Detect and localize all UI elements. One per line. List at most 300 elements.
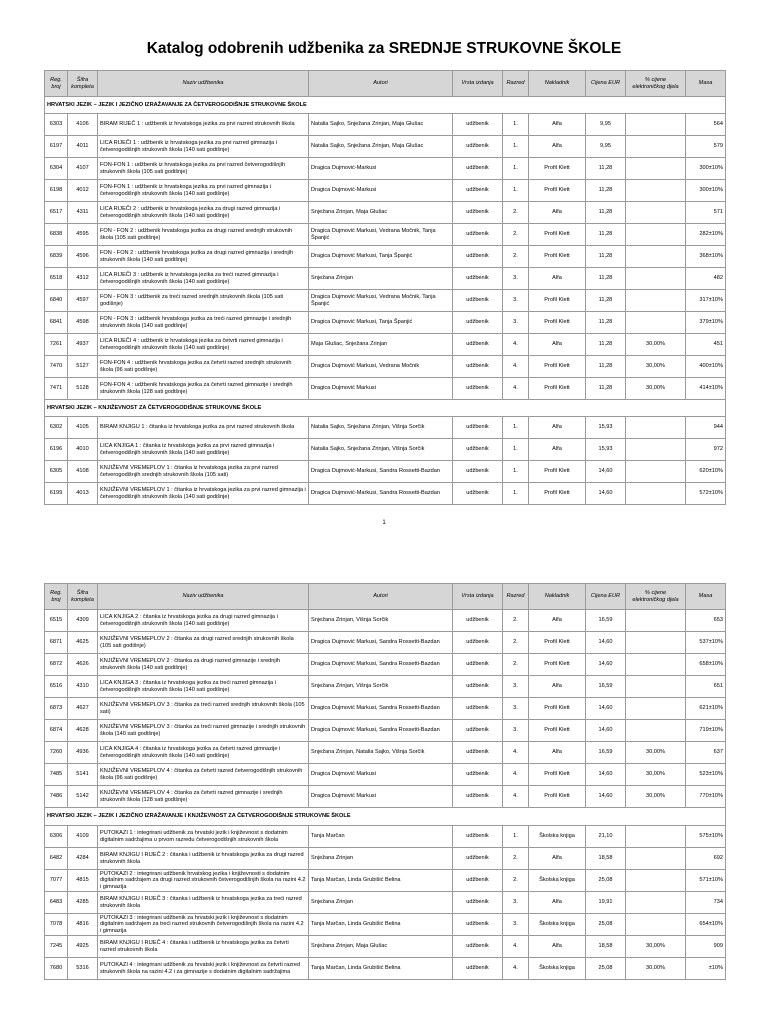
cell-postotak: [626, 654, 686, 676]
cell-reg: 6874: [45, 720, 68, 742]
cell-postotak: 30,00%: [626, 378, 686, 400]
cell-masa: 300±10%: [686, 180, 726, 202]
cell-vrsta: udžbenik: [453, 356, 503, 378]
cell-cijena: 16,59: [586, 676, 626, 698]
cell-cijena: 25,08: [586, 958, 626, 980]
cell-naziv: LICA KNJIGA 2 : čitanka iz hrvatskoga jezika za drugi razred gimnazija i četverogodišnjih strukovnih škola (140 sati godišnje): [98, 610, 309, 632]
cell-reg: 7680: [45, 958, 68, 980]
cell-razred: 3.: [503, 914, 529, 936]
cell-razred: 3.: [503, 312, 529, 334]
cell-cijena: 14,60: [586, 698, 626, 720]
cell-vrsta: udžbenik: [453, 870, 503, 892]
cell-naziv: LICA RIJEČI 2 : udžbenik iz hrvatskoga jezika za drugi razred gimnazija i četverogodišnjih strukovnih škola (140 sati godišnje): [98, 202, 309, 224]
cell-nakladnik: Alfa: [529, 202, 586, 224]
cell-sifra: 4310: [68, 676, 98, 698]
cell-autori: Dragica Dujmović-Markusi, Sandra Rossetti-Bazdan: [309, 461, 453, 483]
cell-nakladnik: Profil Klett: [529, 698, 586, 720]
cell-reg: 7078: [45, 914, 68, 936]
cell-razred: 1.: [503, 136, 529, 158]
table-row: [45, 826, 726, 848]
table-row: [45, 483, 726, 505]
cell-autori: Dragica Dujmović Markusi: [309, 786, 453, 808]
cell-naziv: FON-FON 1 : udžbenik iz hrvatskoga jezika za prvi razred gimnazija i četverogodišnjih strukovnih škola (140 sati godišnje): [98, 180, 309, 202]
header-sifra: Šifra kompleta: [68, 584, 98, 610]
header-naziv: Naziv udžbenika: [98, 584, 309, 610]
cell-sifra: 4108: [68, 461, 98, 483]
section-title: HRVATSKI JEZIK – JEZIK I JEZIČNO IZRAŽAVANJE ZA ČETVEROGODIŠNJE STRUKOVNE ŠKOLE: [45, 97, 726, 114]
cell-nakladnik: Profil Klett: [529, 180, 586, 202]
cell-reg: 6839: [45, 246, 68, 268]
cell-sifra: 4311: [68, 202, 98, 224]
cell-autori: Tanja Marčan, Linda Grubišić Belina: [309, 958, 453, 980]
cell-nakladnik: Profil Klett: [529, 312, 586, 334]
cell-razred: 4.: [503, 378, 529, 400]
cell-naziv: KNJIŽEVNI VREMEPLOV 2 : čitanka za drugi razred gimnazije i srednjih strukovnih škola (140 sati godišnje): [98, 654, 309, 676]
cell-razred: 3.: [503, 290, 529, 312]
table-header-row: [45, 584, 726, 610]
table-row: [45, 290, 726, 312]
cell-autori: Dragica Dujmović Markusi, Tanja Španjić: [309, 312, 453, 334]
cell-vrsta: udžbenik: [453, 914, 503, 936]
cell-masa: 414±10%: [686, 378, 726, 400]
cell-autori: Dragica Dujmović Markusi, Vedrana Močnik, Tanja Španjić: [309, 224, 453, 246]
cell-nakladnik: Profil Klett: [529, 720, 586, 742]
cell-cijena: 18,58: [586, 936, 626, 958]
cell-postotak: 30,00%: [626, 958, 686, 980]
cell-cijena: 14,60: [586, 632, 626, 654]
cell-sifra: 4925: [68, 936, 98, 958]
cell-masa: 564: [686, 114, 726, 136]
cell-cijena: 11,28: [586, 224, 626, 246]
header-razred: Razred: [503, 71, 529, 97]
cell-postotak: 30,00%: [626, 334, 686, 356]
cell-postotak: [626, 224, 686, 246]
cell-reg: 6873: [45, 698, 68, 720]
cell-masa: 653: [686, 610, 726, 632]
cell-reg: 6838: [45, 224, 68, 246]
cell-cijena: 9,95: [586, 114, 626, 136]
cell-cijena: 25,08: [586, 914, 626, 936]
header-postotak: % cijene elektroničkog djela: [626, 71, 686, 97]
cell-naziv: FON - FON 2 : udžbenik hrvatskoga jezika za drugi razred gimnazija i srednjih strukovnih škola (140 sati godišnje): [98, 246, 309, 268]
table-row: [45, 417, 726, 439]
cell-postotak: [626, 914, 686, 936]
cell-razred: 4.: [503, 334, 529, 356]
cell-masa: 620±10%: [686, 461, 726, 483]
cell-masa: 658±10%: [686, 654, 726, 676]
header-vrsta: Vrsta izdanja: [453, 584, 503, 610]
table-row: [45, 158, 726, 180]
cell-nakladnik: Školska knjiga: [529, 958, 586, 980]
cell-naziv: KNJIŽEVNI VREMEPLOV 3 : čitanka za treći razred srednjih strukovnih škola (105 sati): [98, 698, 309, 720]
cell-nakladnik: Profil Klett: [529, 246, 586, 268]
table-header-row: [45, 71, 726, 97]
cell-naziv: PUTOKAZI 2 : integrirani udžbenik hrvatskog jezika i književnosti s dodatnim digitalnim sadržajem za drugi razred strukovnih četverogodišnjih škola na razini 4.2 i gimnazija: [98, 870, 309, 892]
cell-postotak: [626, 676, 686, 698]
cell-masa: ±10%: [686, 958, 726, 980]
cell-razred: 1.: [503, 439, 529, 461]
cell-naziv: FON-FON 4 : udžbenik hrvatskoga jezika za četvrti razred gimnazije i srednjih strukovnih škola (128 sati godišnje): [98, 378, 309, 400]
header-reg: Reg. broj: [45, 71, 68, 97]
cell-sifra: 5142: [68, 786, 98, 808]
cell-autori: Tanja Marčan, Linda Grubišić Belina: [309, 870, 453, 892]
cell-cijena: 14,60: [586, 461, 626, 483]
cell-sifra: 4312: [68, 268, 98, 290]
cell-masa: 621±10%: [686, 698, 726, 720]
cell-razred: 4.: [503, 936, 529, 958]
table-row: [45, 764, 726, 786]
cell-naziv: LICA RIJEČI 3 : udžbenik iz hrvatskoga jezika za treći razred gimnazija i četverogodišnjih strukovnih škola (140 sati godišnje): [98, 268, 309, 290]
cell-nakladnik: Profil Klett: [529, 786, 586, 808]
cell-autori: Snježana Zrinjan: [309, 848, 453, 870]
cell-sifra: 4596: [68, 246, 98, 268]
cell-postotak: [626, 158, 686, 180]
cell-autori: Snježana Zrinjan, Maja Glušac: [309, 936, 453, 958]
cell-naziv: FON-FON 4 : udžbenik hrvatskoga jezika za četvrti razred srednjih strukovnih škola (96 sati godišnje): [98, 356, 309, 378]
cell-autori: Natalia Sajko, Snježana Zrinjan, Višnja Sorčik: [309, 417, 453, 439]
cell-sifra: 4109: [68, 826, 98, 848]
cell-vrsta: udžbenik: [453, 290, 503, 312]
cell-vrsta: udžbenik: [453, 224, 503, 246]
cell-naziv: KNJIŽEVNI VREMEPLOV 4 : čitanka za četvrti razred gimnazije i srednjih strukovnih škola (128 sati godišnje): [98, 786, 309, 808]
cell-nakladnik: Školska knjiga: [529, 870, 586, 892]
cell-nakladnik: Profil Klett: [529, 356, 586, 378]
table-row: [45, 958, 726, 980]
cell-vrsta: udžbenik: [453, 632, 503, 654]
cell-nakladnik: Alfa: [529, 848, 586, 870]
cell-naziv: BIRAM KNJIGU I RIJEČ 2 : čitanka i udžbenik iz hrvatskoga jezika za drugi razred strukovnih škola: [98, 848, 309, 870]
cell-nakladnik: Alfa: [529, 742, 586, 764]
cell-cijena: 14,60: [586, 764, 626, 786]
table-row: [45, 786, 726, 808]
cell-naziv: KNJIŽEVNI VREMEPLOV 2 : čitanka za drugi razred srednjih strukovnih škola (105 sati godišnje): [98, 632, 309, 654]
cell-sifra: 4628: [68, 720, 98, 742]
cell-autori: Dragica Dujmović-Markusi, Sandra Rossetti-Bazdan: [309, 483, 453, 505]
cell-sifra: 4284: [68, 848, 98, 870]
cell-reg: 7245: [45, 936, 68, 958]
cell-masa: 523±10%: [686, 764, 726, 786]
cell-postotak: [626, 136, 686, 158]
cell-vrsta: udžbenik: [453, 461, 503, 483]
cell-postotak: [626, 892, 686, 914]
table-row: [45, 268, 726, 290]
cell-reg: 7486: [45, 786, 68, 808]
cell-cijena: 11,28: [586, 378, 626, 400]
cell-reg: 6841: [45, 312, 68, 334]
table-row: [45, 848, 726, 870]
table-row: [45, 698, 726, 720]
cell-razred: 4.: [503, 958, 529, 980]
cell-cijena: 16,59: [586, 610, 626, 632]
cell-vrsta: udžbenik: [453, 268, 503, 290]
cell-autori: Dragica Dujmović-Markusi: [309, 180, 453, 202]
cell-cijena: 14,60: [586, 483, 626, 505]
cell-nakladnik: Profil Klett: [529, 224, 586, 246]
cell-cijena: 14,60: [586, 654, 626, 676]
table-row: [45, 114, 726, 136]
cell-cijena: 11,28: [586, 268, 626, 290]
cell-autori: Dragica Dujmović Markusi, Sandra Rossetti-Bazdan: [309, 654, 453, 676]
cell-masa: 282±10%: [686, 224, 726, 246]
cell-razred: 2.: [503, 848, 529, 870]
cell-sifra: 4107: [68, 158, 98, 180]
cell-razred: 3.: [503, 698, 529, 720]
cell-nakladnik: Profil Klett: [529, 483, 586, 505]
section-row: [45, 400, 726, 417]
cell-autori: Tanja Marčan, Linda Grubišić Belina: [309, 914, 453, 936]
cell-razred: 3.: [503, 268, 529, 290]
cell-naziv: BIRAM KNJIGU 1 : čitanka iz hrvatskoga jezika za prvi razred strukovnih škola: [98, 417, 309, 439]
cell-naziv: PUTOKAZI 1 : integrirani udžbenik za hrvatski jezik i književnost s dodatnim digitalnim sadržajima u prvom razredu četverogodišnjih strukovnih škola: [98, 826, 309, 848]
cell-masa: 482: [686, 268, 726, 290]
cell-reg: 6303: [45, 114, 68, 136]
cell-vrsta: udžbenik: [453, 826, 503, 848]
cell-autori: Natalia Sajko, Snježana Zrinjan, Maja Glušac: [309, 136, 453, 158]
cell-autori: Dragica Dujmović Markusi, Tanja Španjić: [309, 246, 453, 268]
cell-postotak: [626, 826, 686, 848]
cell-reg: 6872: [45, 654, 68, 676]
cell-razred: 1.: [503, 826, 529, 848]
header-naziv: Naziv udžbenika: [98, 71, 309, 97]
cell-razred: 2.: [503, 246, 529, 268]
cell-razred: 2.: [503, 202, 529, 224]
section-row: [45, 97, 726, 114]
cell-vrsta: udžbenik: [453, 439, 503, 461]
cell-autori: Snježana Zrinjan, Maja Glušac: [309, 202, 453, 224]
cell-postotak: [626, 461, 686, 483]
table-row: [45, 224, 726, 246]
cell-sifra: 4010: [68, 439, 98, 461]
cell-vrsta: udžbenik: [453, 378, 503, 400]
cell-cijena: 15,93: [586, 439, 626, 461]
cell-razred: 3.: [503, 676, 529, 698]
cell-vrsta: udžbenik: [453, 936, 503, 958]
cell-reg: 6199: [45, 483, 68, 505]
cell-vrsta: udžbenik: [453, 958, 503, 980]
cell-sifra: 5316: [68, 958, 98, 980]
cell-cijena: 11,28: [586, 246, 626, 268]
cell-razred: 2.: [503, 870, 529, 892]
cell-vrsta: udžbenik: [453, 417, 503, 439]
cell-postotak: [626, 114, 686, 136]
cell-postotak: [626, 632, 686, 654]
cell-razred: 1.: [503, 417, 529, 439]
cell-sifra: 4285: [68, 892, 98, 914]
cell-nakladnik: Profil Klett: [529, 158, 586, 180]
cell-cijena: 15,93: [586, 417, 626, 439]
cell-autori: Snježana Zrinjan: [309, 268, 453, 290]
cell-sifra: 4815: [68, 870, 98, 892]
cell-masa: 571±10%: [686, 870, 726, 892]
cell-masa: 572±10%: [686, 483, 726, 505]
cell-autori: Natalia Sajko, Snježana Zrinjan, Višnja Sorčik: [309, 439, 453, 461]
cell-masa: 317±10%: [686, 290, 726, 312]
cell-reg: 7485: [45, 764, 68, 786]
cell-vrsta: udžbenik: [453, 610, 503, 632]
cell-autori: Dragica Dujmović-Markusi: [309, 158, 453, 180]
cell-razred: 1.: [503, 158, 529, 180]
cell-reg: 6517: [45, 202, 68, 224]
header-cijena: Cijena EUR: [586, 71, 626, 97]
cell-naziv: LICA KNJIGA 1 : čitanka iz hrvatskoga jezika za prvi razred gimnazija i četverogodišnjih strukovnih škola (140 sati godišnje): [98, 439, 309, 461]
cell-cijena: 14,60: [586, 720, 626, 742]
table-row: [45, 136, 726, 158]
cell-sifra: 4598: [68, 312, 98, 334]
cell-naziv: KNJIŽEVNI VREMEPLOV 1 : čitanka iz hrvatskoga jezika za prvi razred gimnazija i četverogodišnjih strukovnih škola (140 sati godišnje): [98, 483, 309, 505]
header-masa: Masa: [686, 584, 726, 610]
cell-naziv: FON - FON 3 : udžbenik za treći razred srednjih strukovnih škola (105 sati godišnje): [98, 290, 309, 312]
cell-masa: 944: [686, 417, 726, 439]
cell-masa: 571: [686, 202, 726, 224]
table-row: [45, 720, 726, 742]
table-row: [45, 632, 726, 654]
cell-postotak: 30,00%: [626, 742, 686, 764]
cell-reg: 6196: [45, 439, 68, 461]
cell-masa: 972: [686, 439, 726, 461]
cell-postotak: [626, 290, 686, 312]
cell-vrsta: udžbenik: [453, 654, 503, 676]
cell-naziv: LICA RIJEČI 1 : udžbenik iz hrvatskoga jezika za prvi razred gimnazija i četverogodišnjih strukovnih škola (140 sati godišnje): [98, 136, 309, 158]
table-row: [45, 936, 726, 958]
table-row: [45, 356, 726, 378]
cell-naziv: BIRAM RIJEČ 1 : udžbenik iz hrvatskoga jezika za prvi razred strukovnih škola: [98, 114, 309, 136]
cell-masa: 579: [686, 136, 726, 158]
table-row: [45, 654, 726, 676]
cell-reg: 6304: [45, 158, 68, 180]
cell-sifra: 4626: [68, 654, 98, 676]
cell-razred: 1.: [503, 483, 529, 505]
table-row: [45, 610, 726, 632]
cell-reg: 7471: [45, 378, 68, 400]
cell-vrsta: udžbenik: [453, 742, 503, 764]
cell-vrsta: udžbenik: [453, 483, 503, 505]
cell-sifra: 4625: [68, 632, 98, 654]
cell-masa: 575±10%: [686, 826, 726, 848]
cell-cijena: 11,28: [586, 290, 626, 312]
cell-reg: 6871: [45, 632, 68, 654]
section-title: HRVATSKI JEZIK – KNJIŽEVNOST ZA ČETVEROGODIŠNJE STRUKOVNE ŠKOLE: [45, 400, 726, 417]
cell-masa: 654±10%: [686, 914, 726, 936]
cell-postotak: 30,00%: [626, 764, 686, 786]
table-row: [45, 461, 726, 483]
cell-postotak: [626, 848, 686, 870]
cell-razred: 2.: [503, 632, 529, 654]
cell-masa: 300±10%: [686, 158, 726, 180]
cell-postotak: 30,00%: [626, 786, 686, 808]
cell-reg: 6197: [45, 136, 68, 158]
cell-nakladnik: Alfa: [529, 936, 586, 958]
cell-sifra: 4595: [68, 224, 98, 246]
cell-nakladnik: Alfa: [529, 892, 586, 914]
cell-vrsta: udžbenik: [453, 698, 503, 720]
cell-naziv: FON-FON 1 : udžbenik iz hrvatskoga jezika za prvi razred četverogodišnjih strukovnih škola (105 sati godišnje): [98, 158, 309, 180]
cell-masa: 770±10%: [686, 786, 726, 808]
cell-vrsta: udžbenik: [453, 114, 503, 136]
cell-vrsta: udžbenik: [453, 720, 503, 742]
cell-vrsta: udžbenik: [453, 202, 503, 224]
cell-naziv: KNJIŽEVNI VREMEPLOV 4 : čitanka za četvrti razred četverogodišnjih strukovnih škola (96 sati godišnje): [98, 764, 309, 786]
header-nakladnik: Nakladnik: [529, 71, 586, 97]
cell-autori: Snježana Zrinjan, Višnja Sorčik: [309, 676, 453, 698]
cell-masa: 909: [686, 936, 726, 958]
cell-nakladnik: Školska knjiga: [529, 826, 586, 848]
cell-masa: 651: [686, 676, 726, 698]
cell-vrsta: udžbenik: [453, 676, 503, 698]
cell-reg: 6302: [45, 417, 68, 439]
cell-nakladnik: Profil Klett: [529, 654, 586, 676]
cell-sifra: 4937: [68, 334, 98, 356]
cell-sifra: 4012: [68, 180, 98, 202]
cell-sifra: 4011: [68, 136, 98, 158]
page-title: Katalog odobrenih udžbenika za SREDNJE STRUKOVNE ŠKOLE: [146, 40, 622, 57]
table-row: [45, 202, 726, 224]
cell-cijena: 9,95: [586, 136, 626, 158]
cell-cijena: 11,28: [586, 312, 626, 334]
cell-nakladnik: Profil Klett: [529, 290, 586, 312]
cell-postotak: [626, 870, 686, 892]
cell-masa: 637: [686, 742, 726, 764]
table-row: [45, 439, 726, 461]
cell-vrsta: udžbenik: [453, 312, 503, 334]
cell-reg: 6518: [45, 268, 68, 290]
cell-razred: 3.: [503, 720, 529, 742]
header-autori: Autori: [309, 584, 453, 610]
cell-reg: 6483: [45, 892, 68, 914]
table-row: [45, 378, 726, 400]
cell-autori: Dragica Dujmović Markusi, Sandra Rossetti-Bazdan: [309, 720, 453, 742]
cell-masa: 719±10%: [686, 720, 726, 742]
cell-autori: Dragica Dujmović Markusi: [309, 764, 453, 786]
cell-naziv: FON - FON 3 : udžbenik hrvatskoga jezika za treći razred gimnazije i srednjih strukovnih škola (140 sati godišnje): [98, 312, 309, 334]
header-postotak: % cijene elektroničkog djela: [626, 584, 686, 610]
cell-naziv: LICA KNJIGA 4 : čitanka iz hrvatskoga jezika za četvrti razred gimnazije i četverogodišnjih strukovnih škola (140 sati godišnje): [98, 742, 309, 764]
table-row: [45, 312, 726, 334]
cell-autori: Dragica Dujmović Markusi, Vedrana Močnik: [309, 356, 453, 378]
cell-cijena: 11,28: [586, 180, 626, 202]
section-title: HRVATSKI JEZIK – JEZIK I JEZIČNO IZRAŽAVANJE I KNJIŽEVNOST ZA ČETVEROGODIŠNJE STRUKOVNE ŠKOLE: [45, 808, 726, 826]
cell-nakladnik: Alfa: [529, 676, 586, 698]
cell-razred: 4.: [503, 764, 529, 786]
cell-vrsta: udžbenik: [453, 136, 503, 158]
cell-autori: Snježana Zrinjan, Natalia Sajko, Višnja Sorčik: [309, 742, 453, 764]
cell-masa: 734: [686, 892, 726, 914]
cell-vrsta: udžbenik: [453, 892, 503, 914]
cell-sifra: 4106: [68, 114, 98, 136]
cell-cijena: 14,60: [586, 786, 626, 808]
cell-cijena: 16,59: [586, 742, 626, 764]
cell-cijena: 19,91: [586, 892, 626, 914]
cell-razred: 4.: [503, 742, 529, 764]
cell-postotak: 30,00%: [626, 356, 686, 378]
cell-autori: Dragica Dujmović Markusi: [309, 378, 453, 400]
cell-nakladnik: Profil Klett: [529, 378, 586, 400]
cell-vrsta: udžbenik: [453, 334, 503, 356]
cell-cijena: 21,10: [586, 826, 626, 848]
cell-nakladnik: Profil Klett: [529, 461, 586, 483]
cell-nakladnik: Profil Klett: [529, 632, 586, 654]
cell-cijena: 11,28: [586, 202, 626, 224]
cell-nakladnik: Alfa: [529, 114, 586, 136]
table-row: [45, 334, 726, 356]
cell-naziv: BIRAM KNJIGU I RIJEČ 3 : čitanka i udžbenik iz hrvatskoga jezika za treći razred strukovnih škola: [98, 892, 309, 914]
cell-sifra: 4627: [68, 698, 98, 720]
catalog-table-1: [44, 70, 726, 505]
cell-nakladnik: Alfa: [529, 268, 586, 290]
cell-nakladnik: Profil Klett: [529, 764, 586, 786]
cell-razred: 2.: [503, 224, 529, 246]
header-masa: Masa: [686, 71, 726, 97]
page-number: 1: [382, 520, 386, 526]
